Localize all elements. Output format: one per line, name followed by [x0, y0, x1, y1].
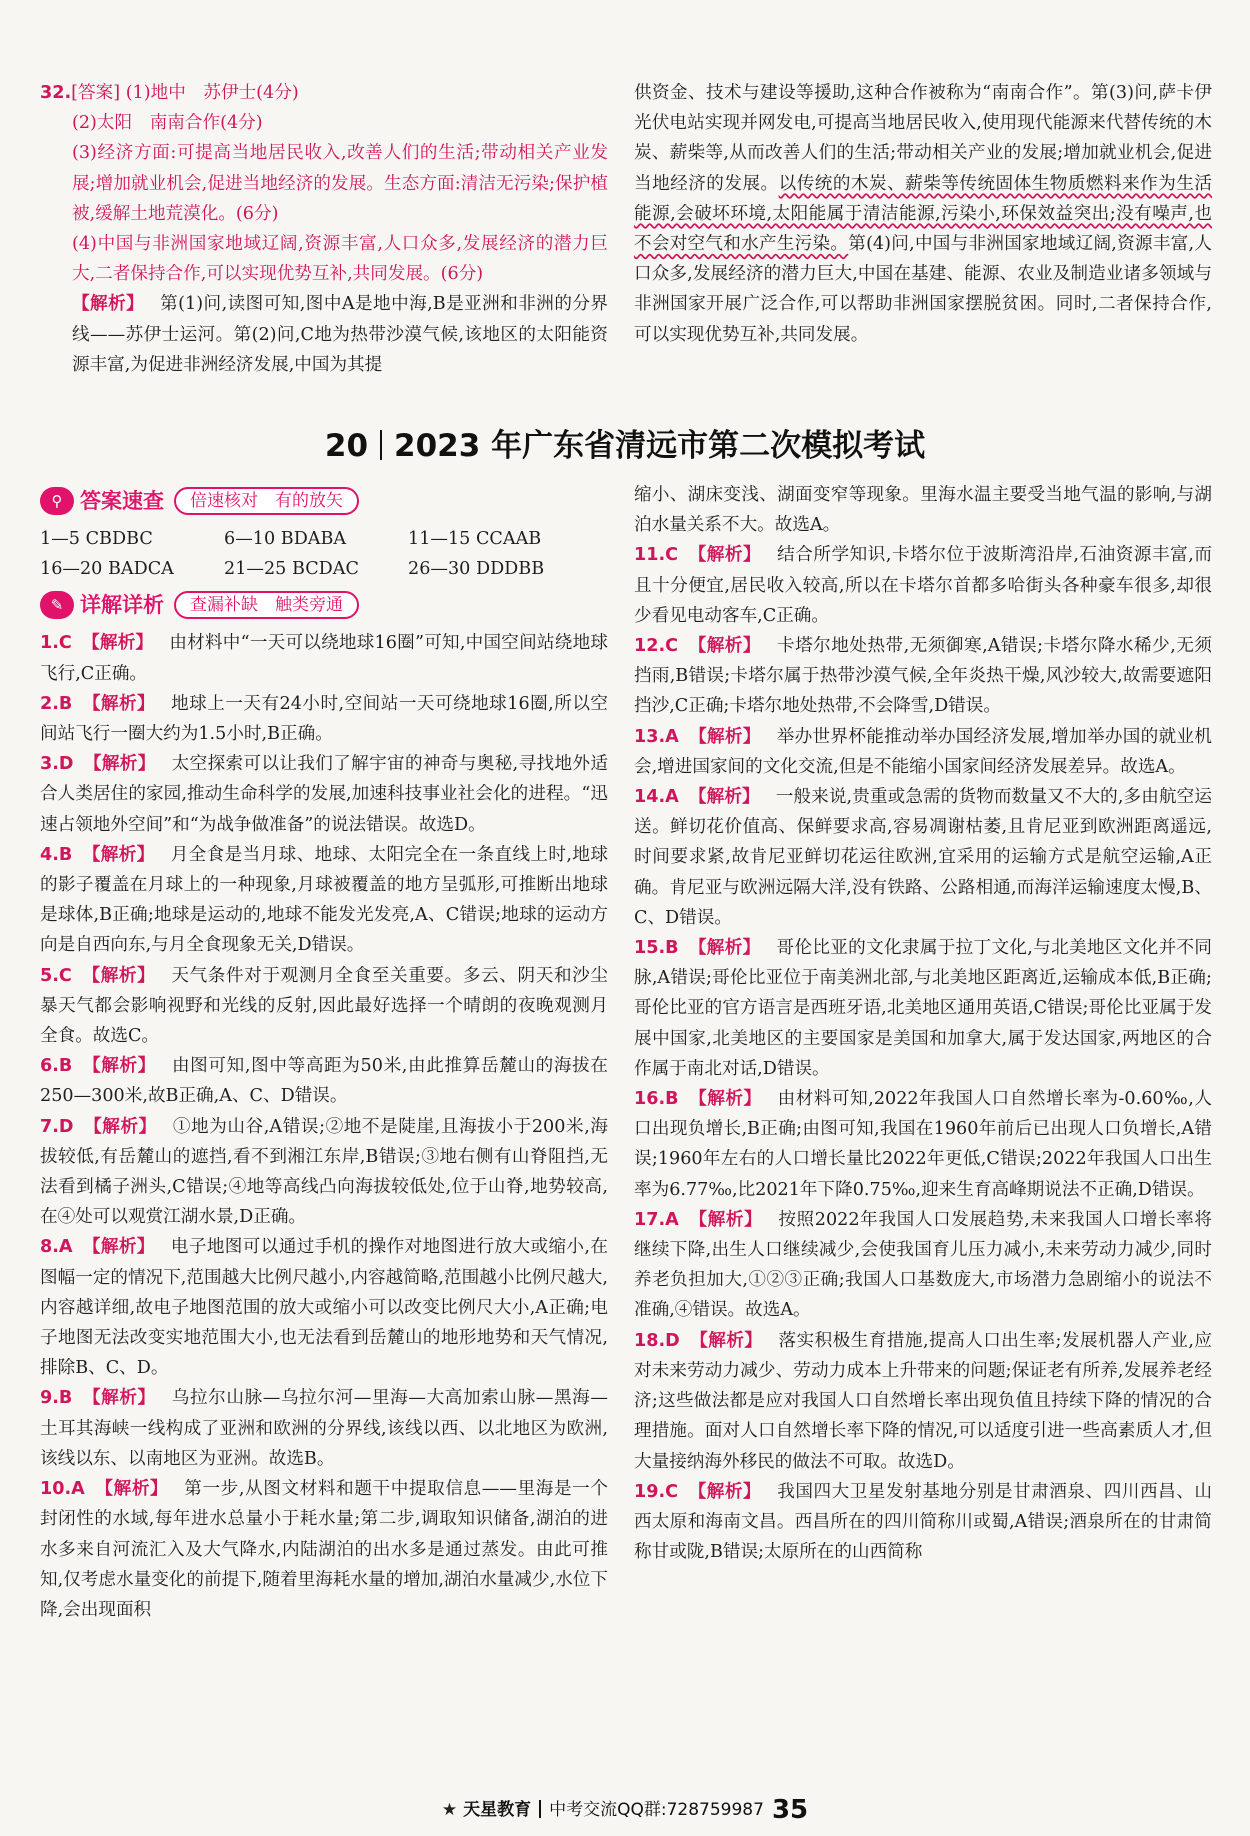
question-number: 7.D [40, 1116, 74, 1137]
quick-answer-title: 答案速查 [80, 488, 164, 513]
quick-answer-cell: 11—15 CCAAB [408, 529, 542, 549]
star-logo-icon: ★ [441, 1800, 458, 1820]
question-number: 4.B [40, 844, 73, 865]
analysis-tag: 【解析】 [81, 633, 154, 654]
question-item [40, 961, 608, 1052]
question-item [634, 933, 1212, 1084]
analysis-cont-part1: 供资金、技术与建设等援助,这种合作被称为“南南合作”。第(3)问,萨卡伊光伏电站实现并网发电,可提高当地居民收入,使用现代能源来代替传统的木炭、薪柴等,从而改善人们的生活;带动相关产业的发展;增加就业机会,促进当地经济的发展。 [634, 83, 1212, 194]
q32-answer-block [40, 78, 608, 380]
left-question-list [40, 628, 608, 1625]
footer-divider [539, 1800, 541, 1818]
analysis-text: 由图可知,图中等高距为50米,由此推算岳麓山的海拔在250—300米,故B正确,A、C、D错误。 [40, 1056, 608, 1107]
page-footer [0, 1795, 1250, 1825]
magnifier-icon: ⚲ [40, 487, 74, 515]
detail-header [40, 590, 608, 620]
analysis-text: 结合所学知识,卡塔尔位于波斯湾沿岸,石油资源丰富,而且十分便宜,居民收入较高,所以在卡塔尔首都多哈街头各种豪车很多,却很少看见电动客车,C正确。 [634, 545, 1212, 626]
analysis-text: 太空探索可以让我们了解宇宙的神奇与奥秘,寻找地外适合人类居住的家园,推动生命科学的发展,加速科技事业社会化的进程。“迅速占领地外空间”和“为战争做准备”的说法错误。故选D。 [40, 754, 608, 835]
question-item [40, 1051, 608, 1111]
q32-answer-4: (4)中国与非洲国家地域辽阔,资源丰富,人口众多,发展经济的潜力巨大,二者保持合作,可以实现优势互补,共同发展。(6分) [72, 234, 608, 285]
analysis-tag: 【解析】 [81, 965, 156, 986]
question-item [634, 540, 1212, 631]
q32-analysis-text: 第(1)问,读图可知,图中A是地中海,B是亚洲和非洲的分界线——苏伊士运河。第(2)问,C地为热带沙漠气候,该地区的太阳能资源丰富,为促进非洲经济发展,中国为其提 [72, 294, 608, 375]
q32-answer-3: (3)经济方面:可提高当地居民收入,改善人们的生活;带动相关产业发展;增加就业机会,促进当地经济的发展。生态方面:清洁无污染;保护植被,缓解土地荒漠化。(6分) [72, 143, 608, 224]
question-number: 3.D [40, 754, 74, 775]
question-item [634, 722, 1212, 782]
analysis-tag: 【解析】 [72, 294, 145, 315]
question-number: 13.A [634, 726, 679, 747]
quick-answer-cell: 26—30 DDDBB [408, 559, 545, 580]
question-number: 5.C [40, 965, 72, 986]
q32-answer-tag: [答案] [71, 83, 121, 103]
exam-name: 2023 年广东省清远市第二次模拟考试 [394, 428, 926, 464]
analysis-text: 天气条件对于观测月全食至关重要。多云、阴天和沙尘暴天气都会影响视野和光线的反射,因此最好选择一个晴朗的夜晚观测月全食。故选C。 [40, 965, 608, 1047]
question-item [40, 840, 608, 961]
left-column [40, 480, 608, 1625]
analysis-text: 由材料中“一天可以绕地球16圈”可知,中国空间站绕地球飞行,C正确。 [40, 633, 608, 684]
analysis-text: 地球上一天有24小时,空间站一天可绕地球16圈,所以空间站飞行一圈大约为1.5小时,B正确。 [40, 693, 608, 745]
q32-answer-1 [40, 78, 608, 108]
page-number: 35 [771, 1795, 809, 1825]
question-item [40, 749, 608, 840]
exam-title [0, 420, 1250, 465]
exam-number: 20 [324, 428, 369, 464]
analysis-text: 电子地图可以通过手机的操作对地图进行放大或缩小,在图幅一定的情况下,范围越大比例尺越小,内容越简略,范围越小比例尺越大,内容越详细,故电子地图范围的放大或缩小可以改变比例尺大小,A正确;电子地图无法改变实地范围大小,也无法看到岳麓山的地形地势和天气情况,排除B、C、D。 [40, 1237, 608, 1379]
analysis-tag: 【解析】 [688, 1089, 762, 1110]
analysis-text: 哥伦比亚的文化隶属于拉丁文化,与北美地区文化并不同脉,A错误;哥伦比亚位于南美洲北部,与北美地区距离近,运输成本低,B正确;哥伦比亚的官方语言是西班牙语,北美地区通用英语,C错误;哥伦比亚属于发展中国家,北美地区的主要国家是美国和加拿大,属于发达国家,两地区的合作属于南北对话,D错误。 [634, 938, 1212, 1079]
question-item [40, 1383, 608, 1474]
question-item [634, 1205, 1212, 1326]
analysis-text: 乌拉尔山脉—乌拉尔河—里海—大高加索山脉—黑海—土耳其海峡一线构成了亚洲和欧洲的分界线,该线以西、以北地区为欧洲,该线以东、以南地区为亚洲。故选B。 [40, 1388, 608, 1469]
analysis-cont-part2: 第(4)问,中国与非洲国家地域辽阔,资源丰富,人口众多,发展经济的潜力巨大,中国在基建、能源、农业及制造业诸多领域与非洲国家开展广泛合作,可以帮助非洲国家摆脱贫困。同时,二者保持合作,可以实现优势互补,共同发展。 [634, 234, 1212, 345]
quick-answer-cell: 16—20 BADCA [40, 559, 174, 580]
notepad-icon: ✎ [40, 591, 74, 619]
question-number: 11.C [634, 545, 679, 566]
analysis-tag: 【解析】 [82, 844, 155, 865]
question-number: 8.A [40, 1237, 73, 1258]
right-column [634, 480, 1212, 1567]
question-number: 2.B [40, 693, 73, 714]
question-item [634, 1477, 1212, 1568]
analysis-text: 举办世界杯能推动举办国经济发展,增加举办国的就业机会,增进国家间的文化交流,但是不能缩小国家间经济发展差异。故选A。 [634, 726, 1212, 777]
analysis-tag: 【解析】 [688, 938, 761, 959]
q10-continued: 缩小、湖床变浅、湖面变窄等现象。里海水温主要受当地气温的影响,与湖泊水量关系不大。故选A。 [634, 485, 1212, 536]
analysis-highlighted-text: 以传统的木炭、薪柴等传统固体生物质燃料来作为生活能源,会破坏环境,太阳能属于清洁能源,污染小,环保效益突出;没有噪声,也不会对空气和水产生污染。 [634, 173, 1212, 255]
question-item [634, 782, 1212, 933]
analysis-text: 第一步,从图文材料和题干中提取信息——里海是一个封闭性的水域,每年进水总量小于耗水量;第二步,调取知识储备,湖泊的进水多来自河流汇入及大气降水,内陆湖泊的出水多是通过蒸发。由此可推知,仅考虑水量变化的前提下,随着里海耗水量的增加,湖泊水量减少,水位下降,会出现面积 [40, 1479, 608, 1620]
question-item [40, 1232, 608, 1383]
q32-answer-2: (2)太阳 南南合作(4分) [72, 113, 263, 134]
question-item [40, 1474, 608, 1625]
detail-slogan: 查漏补缺 触类旁通 [174, 591, 359, 619]
q32-number: 32. [40, 83, 72, 103]
detail-title: 详解详析 [80, 593, 164, 618]
quick-answer-cell: 21—25 BCDAC [224, 559, 359, 580]
analysis-tag: 【解析】 [688, 545, 762, 566]
question-item [40, 1112, 608, 1233]
question-item [40, 628, 608, 688]
analysis-text: 由材料可知,2022年我国人口自然增长率为-0.60‰,人口出现负增长,B正确;由图可知,我国在1960年前后已出现人口负增长,A错误;1960年左右的人口增长量比2022年更低,C错误;2022年我国人口出生率为6.77‰,比2021年下降0.75‰,迎来生育高峰期说法不正确,D错误。 [634, 1089, 1212, 1200]
analysis-text: 一般来说,贵重或急需的货物而数量又不大的,多由航空运送。鲜切花价值高、保鲜要求高,容易凋谢枯萎,且肯尼亚到欧洲距离遥远,时间要求紧,故肯尼亚鲜切花运往欧洲,宜采用的运输方式是航空运输,A正确。肯尼亚与欧洲远隔大洋,没有铁路、公路相通,而海洋运输速度太慢,B、C、D错误。 [634, 787, 1212, 928]
q32-answer-text-1: (1)地中 苏伊士(4分) [125, 83, 299, 103]
question-number: 14.A [634, 787, 679, 808]
question-item [634, 1326, 1212, 1477]
analysis-tag: 【解析】 [688, 726, 761, 747]
analysis-tag: 【解析】 [688, 787, 760, 808]
analysis-tag: 【解析】 [83, 1116, 157, 1137]
question-number: 12.C [634, 636, 679, 657]
analysis-tag: 【解析】 [689, 1330, 763, 1351]
quick-answer-row [40, 554, 608, 584]
analysis-tag: 【解析】 [82, 693, 156, 714]
question-number: 9.B [40, 1388, 73, 1409]
question-item [634, 631, 1212, 722]
analysis-text: 我国四大卫星发射基地分别是甘肃酒泉、四川西昌、山西太原和海南文昌。西昌所在的四川简称川或蜀,A错误;酒泉所在的甘肃简称甘或陇,B错误;太原所在的山西简称 [634, 1481, 1212, 1563]
analysis-text: ①地为山谷,A错误;②地不是陡崖,且海拔小于200米,海拔较低,有岳麓山的遮挡,看不到湘江东岸,B错误;③地右侧有山脊阻挡,无法看到橘子洲头,C错误;④地等高线凸向海拔较低处,位于山脊,地势较高,在④处可以观赏江湖水景,D正确。 [40, 1116, 608, 1228]
analysis-tag: 【解析】 [82, 1056, 156, 1077]
quick-answer-table [40, 524, 608, 584]
right-question-list [634, 540, 1212, 1567]
question-number: 19.C [634, 1481, 679, 1502]
quick-answer-cell: 1—5 CBDBC [40, 529, 153, 549]
quick-answer-row [40, 524, 608, 554]
question-number: 15.B [634, 938, 679, 959]
question-number: 17.A [634, 1209, 679, 1230]
question-number: 1.C [40, 633, 72, 654]
analysis-tag: 【解析】 [688, 636, 761, 657]
question-number: 16.B [634, 1089, 679, 1110]
analysis-tag: 【解析】 [688, 1481, 762, 1502]
qq-group: 中考交流QQ群:728759987 [549, 1800, 764, 1820]
analysis-text: 落实积极生育措施,提高人口出生率;发展机器人产业,应对未来劳动力减少、劳动力成本上升带来的问题;保证老有所养,发展养老经济;这些做法都是应对我国人口自然增长率出现负值且持续下降的情况的合理措施。面对人口自然增长率下降的情况,可以适度引进一些高素质人才,但大量接纳海外移民的做法不可取。故选D。 [634, 1330, 1212, 1472]
quick-answer-cell: 6—10 BDABA [224, 529, 347, 549]
analysis-tag: 【解析】 [82, 1237, 155, 1258]
analysis-text: 按照2022年我国人口发展趋势,未来我国人口增长率将继续下降,出生人口继续减少,会使我国育儿压力减小,未来劳动力减少,同时养老负担加大,①②③正确;我国人口基数庞大,市场潜力急剧缩小的说法不准确,④错误。故选A。 [634, 1209, 1212, 1321]
question-number: 18.D [634, 1330, 680, 1351]
analysis-tag: 【解析】 [94, 1479, 169, 1500]
question-number: 6.B [40, 1056, 73, 1077]
analysis-tag: 【解析】 [83, 754, 156, 775]
publisher-brand: 天星教育 [463, 1800, 532, 1820]
q32-analysis [40, 289, 608, 380]
question-item [634, 1084, 1212, 1205]
analysis-tag: 【解析】 [82, 1388, 156, 1409]
analysis-text: 卡塔尔地处热带,无须御寒,A错误;卡塔尔降水稀少,无须挡雨,B错误;卡塔尔属于热带沙漠气候,全年炎热干燥,风沙较大,故需要遮阳挡沙,C正确;卡塔尔地处热带,不会降雪,D错误。 [634, 636, 1212, 717]
analysis-tag: 【解析】 [688, 1209, 763, 1230]
q32-analysis-continued [634, 78, 1212, 350]
question-number: 10.A [40, 1479, 85, 1500]
quick-answer-slogan: 倍速核对 有的放矢 [174, 487, 359, 515]
quick-answer-header [40, 486, 608, 516]
question-item [40, 689, 608, 749]
analysis-text: 月全食是当月球、地球、太阳完全在一条直线上时,地球的影子覆盖在月球上的一种现象,月球被覆盖的地方呈弧形,可推断出地球是球体,B正确;地球是运动的,地球不能发光发亮,A、C错误;地球的运动方向是自西向东,与月全食现象无关,D错误。 [40, 844, 608, 956]
title-divider [380, 430, 382, 460]
